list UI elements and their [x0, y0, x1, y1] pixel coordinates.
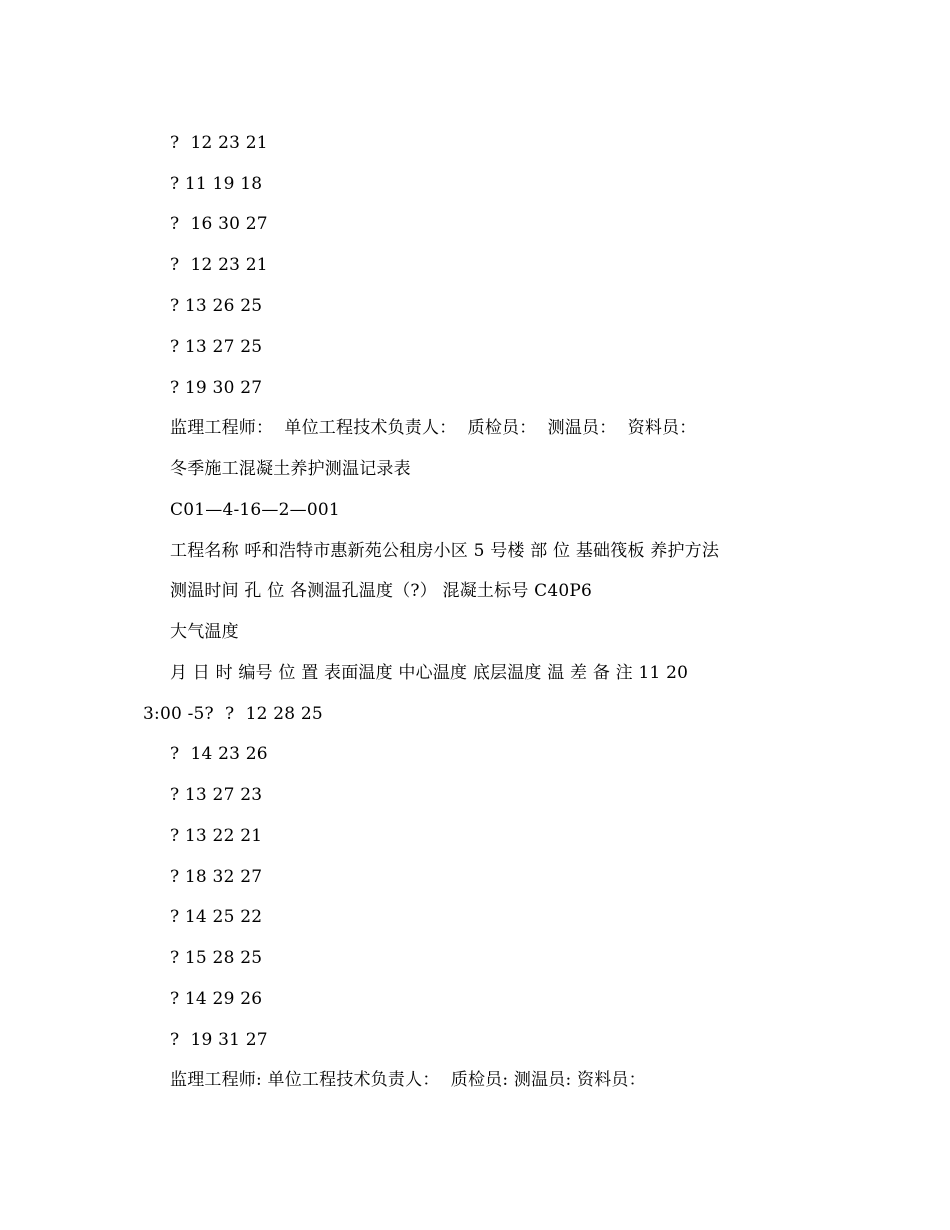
temp-row: ? 13 27 23: [170, 785, 263, 805]
temp-row: ? 18 32 27: [170, 867, 263, 887]
measurement-header: 测温时间 孔 位 各测温孔温度（?） 混凝土标号 C40P6: [170, 581, 593, 601]
temp-row: ? 13 27 25: [170, 337, 263, 357]
temp-row: ? 12 23 21: [170, 255, 268, 275]
temp-row: ? 14 29 26: [170, 989, 263, 1009]
form-code: C01—4-16—2—001: [170, 500, 340, 520]
temp-row: ? 11 19 18: [170, 174, 263, 194]
signature-line: 监理工程师: 单位工程技术负责人： 质检员: 测温员: 资料员：: [170, 1070, 646, 1090]
temp-row: ? 14 23 26: [170, 744, 268, 764]
column-headers: 月 日 时 编号 位 置 表面温度 中心温度 底层温度 温 差 备 注 11 20: [170, 663, 689, 683]
temp-row: ? 19 31 27: [170, 1030, 268, 1050]
temp-row: ? 14 25 22: [170, 907, 263, 927]
project-info: 工程名称 呼和浩特市惠新苑公租房小区 5 号楼 部 位 基础筏板 养护方法: [170, 541, 720, 561]
temp-row: ? 13 22 21: [170, 826, 263, 846]
form-title: 冬季施工混凝土养护测温记录表: [170, 459, 411, 479]
temp-row-first: 3:00 -5? ? 12 28 25: [143, 704, 323, 724]
temp-row: ? 13 26 25: [170, 296, 263, 316]
temp-row: ? 19 30 27: [170, 378, 263, 398]
signature-line: 监理工程师： 单位工程技术负责人： 质检员： 测温员： 资料员：: [170, 418, 697, 438]
air-temperature-label: 大气温度: [170, 622, 239, 642]
temp-row: ? 12 23 21: [170, 133, 268, 153]
temp-row: ? 16 30 27: [170, 214, 268, 234]
temp-row: ? 15 28 25: [170, 948, 263, 968]
